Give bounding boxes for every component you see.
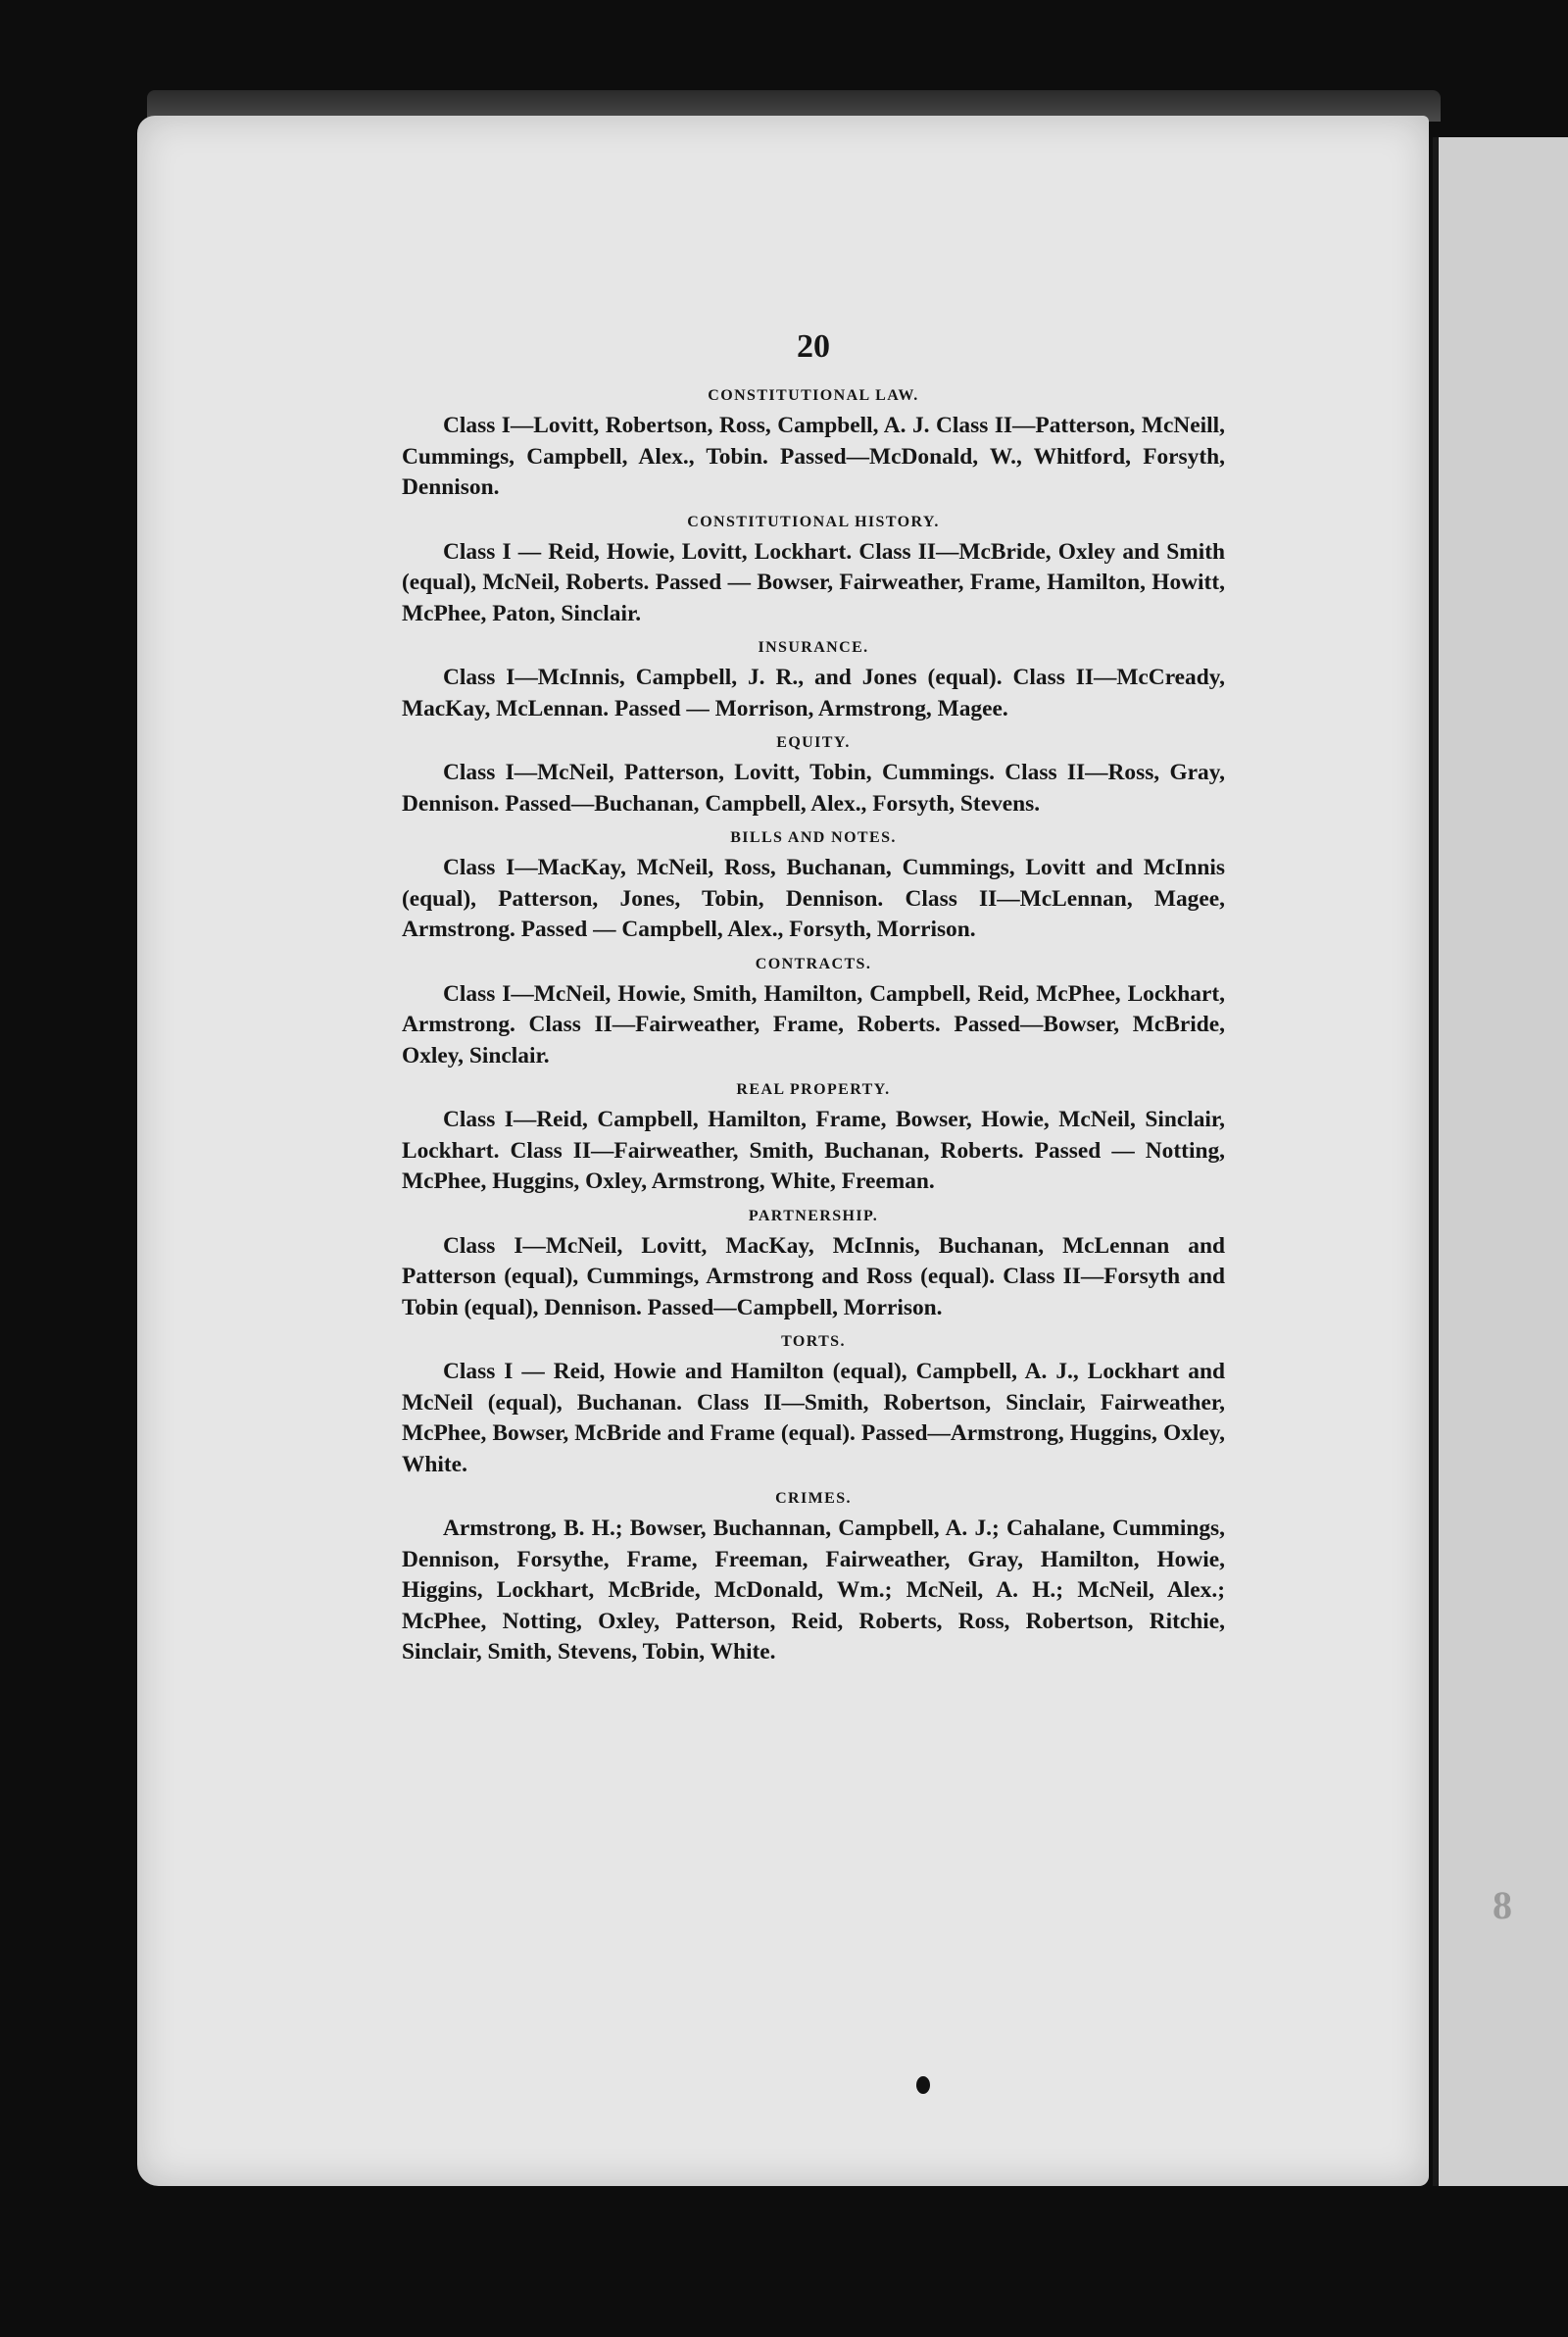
section-constitutional-history xyxy=(402,514,1225,630)
adjacent-page-show-through: 8 xyxy=(1493,1883,1512,1927)
section-heading: EQUITY. xyxy=(776,734,851,751)
section-text: Class I—McNeil, Lovitt, MacKay, McInnis, Buchanan, McLennan and Patterson (equal), Cummings, Armstrong and Ross (equal). Class II—Forsyth and Tobin (equal), Dennison. Passed—Campbell, Morrison. xyxy=(402,1232,1225,1320)
section-heading: BILLS AND NOTES. xyxy=(730,829,897,846)
section-heading: INSURANCE. xyxy=(758,639,869,656)
section-partnership xyxy=(402,1208,1225,1324)
section-text: Class I — Reid, Howie and Hamilton (equal), Campbell, A. J., Lockhart and McNeil (equal), Buchanan. Class II—Smith, Robertson, Sinclair, Fairweather, McPhee, Bowser, McBride and Frame (equal). Passed—Armstrong, Huggins, Oxley, White. xyxy=(402,1359,1225,1477)
section-insurance xyxy=(402,639,1225,724)
section-heading: REAL PROPERTY. xyxy=(736,1081,891,1098)
section-constitutional-law xyxy=(402,387,1225,504)
section-text: Class I—McNeil, Patterson, Lovitt, Tobin, Cummings. Class II—Ross, Gray, Dennison. Passed—Buchanan, Campbell, Alex., Forsyth, Stevens. xyxy=(402,760,1225,817)
section-text: Class I — Reid, Howie, Lovitt, Lockhart. Class II—McBride, Oxley and Smith (equal), McNeil, Roberts. Passed — Bowser, Fairweather, Frame, Hamilton, Howitt, McPhee, Paton, Sinclair. xyxy=(402,538,1225,626)
section-heading: CONSTITUTIONAL LAW. xyxy=(708,387,919,404)
section-text: Class I—Reid, Campbell, Hamilton, Frame, Bowser, Howie, McNeil, Sinclair, Lockhart. Class II—Fairweather, Smith, Buchanan, Roberts. Passed — Notting, McPhee, Huggins, Oxley, Armstrong, White, Freeman. xyxy=(402,1107,1225,1194)
section-heading: CONTRACTS. xyxy=(755,955,872,972)
section-heading: CRIMES. xyxy=(775,1490,852,1507)
section-text: Class I—MacKay, McNeil, Ross, Buchanan, Cummings, Lovitt and McInnis (equal), Patterson, Jones, Tobin, Dennison. Class II—McLennan, Magee, Armstrong. Passed — Campbell, Alex., Forsyth, Morrison. xyxy=(402,855,1225,942)
section-crimes xyxy=(402,1490,1225,1668)
section-bills-and-notes xyxy=(402,829,1225,946)
section-heading: TORTS. xyxy=(781,1333,846,1350)
section-real-property xyxy=(402,1081,1225,1198)
ink-blot xyxy=(916,2076,930,2094)
section-contracts xyxy=(402,956,1225,1072)
section-text: Class I—McNeil, Howie, Smith, Hamilton, Campbell, Reid, McPhee, Lockhart, Armstrong. Class II—Fairweather, Frame, Roberts. Passed—Bowser, McBride, Oxley, Sinclair. xyxy=(402,980,1225,1069)
section-text: Armstrong, B. H.; Bowser, Buchannan, Campbell, A. J.; Cahalane, Cummings, Dennison, Forsythe, Frame, Freeman, Fairweather, Gray, Hamilton, Howie, Higgins, Lockhart, McBride, McDonald, Wm.; McNeil, A. H.; McNeil, Alex.; McPhee, Notting, Oxley, Patterson, Reid, Roberts, Ross, Robertson, Ritchie, Sinclair, Smith, Stevens, Tobin, White. xyxy=(402,1516,1225,1665)
adjacent-page-edge xyxy=(1433,137,1568,2186)
section-text: Class I—Lovitt, Robertson, Ross, Campbell, A. J. Class II—Patterson, McNeill, Cummings, Campbell, Alex., Tobin. Passed—McDonald, W., Whitford, Forsyth, Dennison. xyxy=(402,413,1225,500)
section-text: Class I—McInnis, Campbell, J. R., and Jones (equal). Class II—McCready, MacKay, McLennan. Passed — Morrison, Armstrong, Magee. xyxy=(402,665,1225,721)
page-number: 20 xyxy=(797,328,830,365)
section-torts xyxy=(402,1333,1225,1480)
section-heading: CONSTITUTIONAL HISTORY. xyxy=(687,513,940,530)
section-heading: PARTNERSHIP. xyxy=(748,1207,879,1224)
page-content xyxy=(402,328,1225,1678)
section-equity xyxy=(402,734,1225,820)
